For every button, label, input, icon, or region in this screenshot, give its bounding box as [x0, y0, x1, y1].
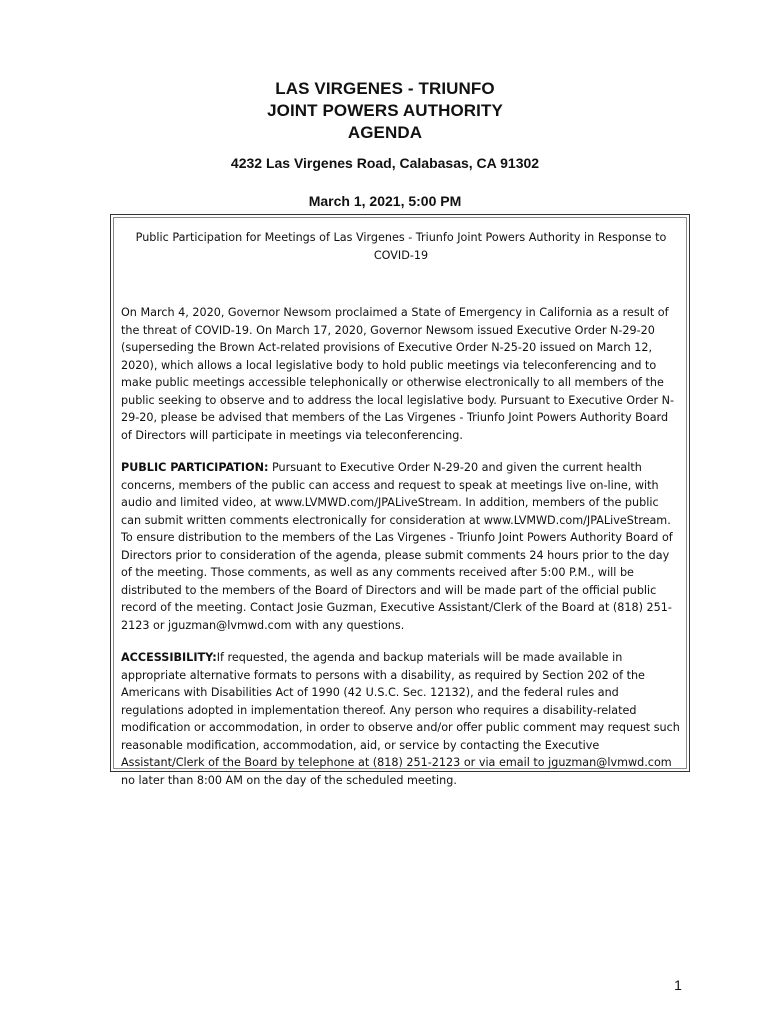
public-participation-label: PUBLIC PARTICIPATION:	[121, 461, 269, 474]
accessibility-text: If requested, the agenda and backup materials will be made available in appropriate alternative formats to persons with a disability, as required by Section 202 of the Americans with Disabilities Act of 1990 (42 U.S.C. Sec. 12132), and the federal rules and regulations adopted in implementation thereof. Any person who requires a disability-related modification or accommodation, in order to observe and/or offer public comment may request such reasonable modification, accommodation, aid, or service by contacting the Executive Assistant/Clerk of the Board by telephone at (818) 251-2123 or via email to jguzman@lvmwd.com no later than 8:00 AM on the day of the scheduled meeting.	[121, 651, 680, 787]
document-type: AGENDA	[347, 123, 423, 142]
notice-title: Public Participation for Meetings of Las Virgenes - Triunfo Joint Powers Authority in Response to COVID-19	[135, 231, 667, 262]
org-name-line-1: LAS VIRGENES - TRIUNFO	[275, 79, 495, 98]
accessibility-paragraph	[121, 649, 681, 789]
meeting-address: 4232 Las Virgenes Road, Calabasas, CA 91302	[230, 155, 540, 171]
accessibility-label: ACCESSIBILITY:	[121, 651, 217, 664]
intro-paragraph: On March 4, 2020, Governor Newsom proclaimed a State of Emergency in California as a result of the threat of COVID-19. On March 17, 2020, Governor Newsom issued Executive Order N-29-20 (superseding the Brown Act-related provisions of Executive Order N-25-20 issued on March 12, 2020), which allows a local legislative body to hold public meetings via teleconferencing and to make public meetings accessible telephonically or otherwise electronically to all members of the public seeking to observe and to address the local legislative body. Pursuant to Executive Order N-29-20, please be advised that members of the Las Virgenes - Triunfo Joint Powers Authority Board of Directors will participate in meetings via teleconferencing.	[121, 306, 675, 442]
covid-public-participation-notice	[110, 214, 690, 787]
public-participation-text: Pursuant to Executive Order N-29-20 and given the current health concerns, members of the public can access and request to speak at meetings live on-line, with audio and limited video, at www.LVMWD.com/JPALiveStream. In addition, members of the public can submit written comments electronically for consideration at www.LVMWD.com/JPALiveStream. To ensure distribution to the members of the Las Virgenes - Triunfo Joint Powers Authority Board of Directors prior to consideration of the agenda, please submit comments 24 hours prior to the day of the meeting. Those comments, as well as any comments received after 5:00 P.M., will be distributed to the members of the Board of Directors and will be made part of the official public record of the meeting. Contact Josie Guzman, Executive Assistant/Clerk of the Board at (818) 251-2123 or jguzman@lvmwd.com with any questions.	[121, 461, 673, 632]
meeting-datetime: March 1, 2021, 5:00 PM	[308, 193, 462, 209]
agenda-header	[0, 78, 770, 210]
org-name-line-2: JOINT POWERS AUTHORITY	[267, 101, 503, 120]
public-participation-paragraph	[121, 459, 681, 634]
page-number: 1	[674, 977, 682, 993]
